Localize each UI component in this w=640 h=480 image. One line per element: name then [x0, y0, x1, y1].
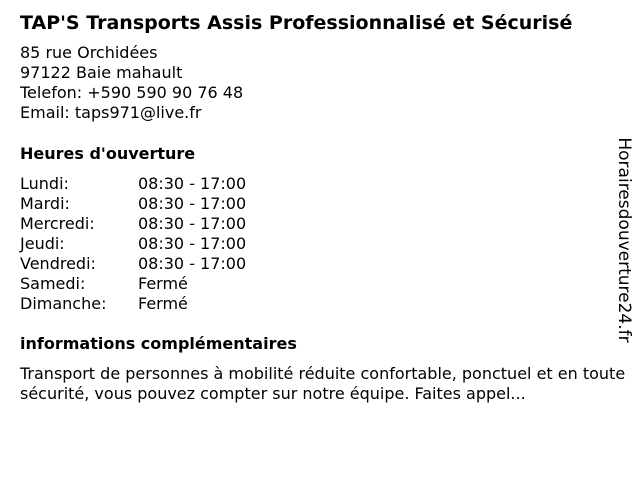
- day-label: Lundi:: [20, 174, 69, 193]
- hours-row-sunday: [20, 294, 246, 314]
- day-label: Jeudi:: [20, 234, 65, 253]
- business-description: Transport de personnes à mobilité réduite confortable, ponctuel et en toute sécurité, vous pouvez compter sur notre équipe. Faites appel...: [20, 364, 626, 403]
- day-hours: Fermé: [138, 274, 188, 293]
- day-label: Mardi:: [20, 194, 70, 213]
- hours-row-thursday: [20, 234, 246, 254]
- address-block: [20, 43, 243, 123]
- day-hours: 08:30 - 17:00: [138, 254, 247, 273]
- business-name: TAP'S Transports Assis Professionnalisé et Sécurisé: [20, 12, 573, 34]
- day-hours: Fermé: [138, 294, 188, 313]
- day-hours: 08:30 - 17:00: [138, 174, 247, 193]
- phone-number: Telefon: +590 590 90 76 48: [20, 83, 244, 102]
- hours-row-wednesday: [20, 214, 246, 234]
- day-label: Dimanche:: [20, 294, 107, 313]
- day-hours: 08:30 - 17:00: [138, 214, 247, 233]
- day-label: Mercredi:: [20, 214, 95, 233]
- hours-row-friday: [20, 254, 246, 274]
- hours-row-saturday: [20, 274, 246, 294]
- hours-row-tuesday: [20, 194, 246, 214]
- opening-hours-heading: Heures d'ouverture: [20, 144, 196, 163]
- day-hours: 08:30 - 17:00: [138, 194, 247, 213]
- site-watermark: [612, 134, 636, 346]
- address-city: 97122 Baie mahault: [20, 63, 183, 82]
- hours-row-monday: [20, 174, 246, 194]
- address-street: 85 rue Orchidées: [20, 43, 158, 62]
- opening-hours-list: [20, 174, 246, 314]
- day-label: Samedi:: [20, 274, 86, 293]
- additional-info-heading: informations complémentaires: [20, 334, 297, 353]
- day-label: Vendredi:: [20, 254, 96, 273]
- email-address: Email: taps971@live.fr: [20, 103, 202, 122]
- day-hours: 08:30 - 17:00: [138, 234, 247, 253]
- site-watermark-text: Horairesdouverture24.fr: [614, 137, 634, 343]
